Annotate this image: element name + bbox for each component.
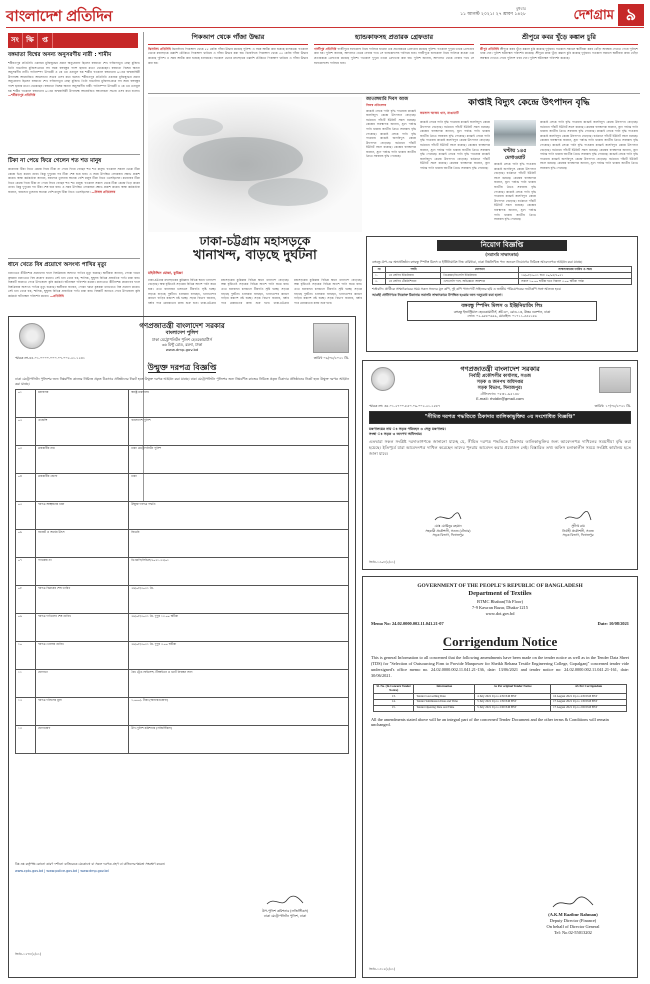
table-row: ২. ১ম শ্রেণির টেকনিশিয়ান এসএসসি পাস, অভিজ্ঞতা আবশ্যক সকাল ১০.০০ ঘটিকা হতে বিকাল ৫.০০ ঘটিকা পর্যন্ত xyxy=(373,279,632,285)
story-body: গাজীপুর প্রতিনিধি গাজীপুরে হ্যান্ডকাফ নিয়ে পালিয়ে যাওয়া এক প্রতারককে গ্রেফতার করেছে পুলিশ। গতকাল দুপুরে তাকে গ্রেফতার করা হয়। পুলিশ জানায়, আদালত থেকে ফেরার পথে সে হ্যান্ডকাফসহ পালিয়ে যায়। গাজীপুরে হ্যান্ডকাফ নিয়ে পালিয়ে যাওয়া এক প্রতারককে গ্রেফতার করেছে পুলিশ। গতকাল দুপুরে তাকে গ্রেফতার করা হয়। পুলিশ জানায়, আদালত থেকে ফেরার পথে সে হ্যান্ডকাফসহ পালিয়ে যায়। xyxy=(314,46,474,65)
table-header: নং xyxy=(373,267,386,273)
gov-title: GOVERNMENT OF THE PEOPLE'S REPUBLIC OF BANGLADESH xyxy=(417,583,583,589)
kicker-byline: নিজস্ব প্রতিবেদক xyxy=(366,102,387,107)
table-row: ১. ১ম শ্রেণির ইঞ্জিনিয়ার ডিপ্লোমা/বিএসসি ইঞ্জিনিয়ার ১৯/০৮/২০২১ হতে ২০/০৮/২০২১ xyxy=(373,273,632,279)
kaptai-story xyxy=(420,98,638,115)
top-strip xyxy=(148,33,638,91)
gov-title: গণপ্রজাতন্ত্রী বাংলাদেশ সরকার xyxy=(460,365,540,373)
section-title: দেশগ্রাম xyxy=(573,8,614,23)
dot-signature-block xyxy=(513,895,633,936)
rhd-header xyxy=(363,365,637,402)
banner-char: ক্ষি xyxy=(23,33,38,48)
brief-headline: টিকা না পেয়ে ফিরে গেলেন শত শত মানুষ xyxy=(8,158,102,164)
brief-news-banner xyxy=(8,33,138,48)
office-web: www.dmp.gov.bd xyxy=(165,347,199,353)
memo-number: স্মারক নং-৪৪.০১.০০০০.০০০.০৭.০০২.২১.১২৪১ xyxy=(15,355,86,360)
company-phone: ফোন: ০২-৯৮৮০৬৫৯, মোবাইল: ০১৭১১-৫৫২১৫৬ xyxy=(467,314,537,319)
rhd-title: "সীমিত দরপত্র পদ্ধতিতে ঠিকাদার তালিকাভুক্তির ৩য় সংশোধিত বিজ্ঞপ্তি" xyxy=(369,411,631,424)
table-header: Sl. No. (In Concern Tender Notice) xyxy=(374,684,414,694)
table-row: ১০ দরপত্র খোলার তারিখ ২৯/০৮/২০২১ খ্রি. দুপুর ২.০০ ঘটিকা xyxy=(16,642,349,670)
dmp-header xyxy=(9,321,355,353)
table-row: ০১ মন্ত্রণালয় স্বরাষ্ট্র মন্ত্রণালয় xyxy=(16,390,349,418)
memo-line xyxy=(363,404,637,409)
company-name: বঙ্গবন্ধু স্পিনিং মিলস ও ইঞ্জিনিয়ারিং লিঃ xyxy=(461,303,543,309)
dept-title: সড়ক ও জনপথ অধিদপ্তর xyxy=(476,379,524,385)
kicker-headline: জাতাঙ্গমারি দিবস আজ xyxy=(366,97,409,102)
textiles-corrigendum-notice xyxy=(362,576,638,978)
pullquote xyxy=(494,148,536,162)
story-headline: শ্রীপুরে কবর খুঁড়ে কঙ্কাল চুরি xyxy=(480,33,638,45)
corrigendum-title-wrap xyxy=(363,633,637,651)
office-title: BTMC Bhaban(7th Floor) xyxy=(476,599,524,605)
brief-headline: বঙ্গমাতা বিশ্বের অনন্য অনুসরণীয় নারী : শামীম xyxy=(8,52,112,58)
dot-header xyxy=(363,583,637,617)
signature-scribble-icon xyxy=(433,511,463,523)
memo-number: স্মারক নং: ৩৫.০১.২৭০০.৮৫০.০৯.০০২.২১-১৫৮৭ xyxy=(369,403,441,408)
banner-char: সং xyxy=(8,33,23,48)
police-emblem-icon xyxy=(19,323,45,349)
signatory-title: সহকারী প্রকৌশলী, সওজ (টেন্ডার) xyxy=(425,528,471,533)
divider xyxy=(8,258,140,259)
signatory-office: সড়ক বিভাগ, দিনাজপুর xyxy=(432,533,464,538)
table-row: ০৩ ক্রয়কারীর নাম ঢাকা মেট্রোপলিটন পুলিশ xyxy=(16,446,349,474)
company-address-box xyxy=(407,301,597,321)
signature-scribble-icon xyxy=(551,895,595,911)
table-header: Information xyxy=(414,684,475,694)
table-row: ০৮ দরপত্র বিক্রয়ের শেষ তারিখ ২৬/০৮/২০২১ খ্রি. xyxy=(16,586,349,614)
table-row: ০২ এজেন্সি বাংলাদেশ পুলিশ xyxy=(16,418,349,446)
story-body: ঝিনাইদহ প্রতিনিধি ঝিনাইদহে পিকআপ থেকে ৫৫ কেজি গাঁজা উদ্ধার করেছে পুলিশ। এ সময় আটক করা হয়েছে চালককে। গতকাল ভোরে মহাসড়কে তল্লাশি চৌকিতে পিকআপ থামিয়ে এ গাঁজা উদ্ধার করা হয়। ঝিনাইদহে পিকআপ থেকে ৫৫ কেজি গাঁজা উদ্ধার করেছে পুলিশ। এ সময় আটক করা হয়েছে চালককে। গতকাল ভোরে মহাসড়কে তল্লাশি চৌকিতে পিকআপ থামিয়ে এ গাঁজা উদ্ধার করা হয়। xyxy=(148,46,308,65)
mujib-logo-icon xyxy=(313,323,349,353)
table-row: ০৪ ক্রয়কারীর জেলা ঢাকা xyxy=(16,474,349,502)
pullquote-value: মেগাওয়াট xyxy=(504,154,526,161)
table-row: ০৬ বাজেট ও অর্থের উৎস জিওবি xyxy=(16,530,349,558)
gov-title: গণপ্রজাতন্ত্রী বাংলাদেশ সরকার xyxy=(139,321,225,330)
table-row: 15. Tender Opening Date and Time 5 July 2021 Up to 2:00 P.M BST 17 August 2021 Up to 2:00 P.M BST xyxy=(374,705,627,711)
kaptai-col3: কাপ্তাই লেকে পানি বৃদ্ধি পাওয়ায় কাপ্তাই জলবিদ্যুৎ কেন্দ্রে উৎপাদন বেড়েছে। বর্তমানে পাঁচটি ইউনিট সচল রয়েছে। কেন্দ্রের ব্যবস্থাপক জানান, হ্রদে পর্যাপ্ত পানি থাকায় জাতীয় গ্রিডে সরবরাহ বৃদ্ধি পেয়েছে। কাপ্তাই লেকে পানি বৃদ্ধি পাওয়ায় কাপ্তাই জলবিদ্যুৎ কেন্দ্রে উৎপাদন বেড়েছে। বর্তমানে পাঁচটি ইউনিট সচল রয়েছে। কেন্দ্রের ব্যবস্থাপক জানান, হ্রদে পর্যাপ্ত পানি থাকায় জাতীয় গ্রিডে সরবরাহ বৃদ্ধি পেয়েছে। কাপ্তাই লেকে পানি বৃদ্ধি পাওয়ায় কাপ্তাই জলবিদ্যুৎ কেন্দ্রে উৎপাদন বেড়েছে। বর্তমানে পাঁচটি ইউনিট সচল রয়েছে। কেন্দ্রের ব্যবস্থাপক জানান, হ্রদে পর্যাপ্ত পানি থাকায় জাতীয় গ্রিডে সরবরাহ বৃদ্ধি পেয়েছে। কাপ্তাই লেকে পানি বৃদ্ধি পাওয়ায় কাপ্তাই জলবিদ্যুৎ কেন্দ্রে উৎপাদন বেড়েছে। বর্তমানে পাঁচটি ইউনিট সচল রয়েছে। কেন্দ্রের ব্যবস্থাপক জানান, হ্রদে পর্যাপ্ত পানি থাকায় জাতীয় গ্রিডে সরবরাহ বৃদ্ধি পেয়েছে। xyxy=(540,120,638,170)
dept-title: বাংলাদেশ পুলিশ xyxy=(165,330,199,337)
table-row: ১৩ যোগাযোগ উপ-পুলিশ কমিশনার (লজিস্টিকস) xyxy=(16,726,349,754)
story-body: শ্রীপুর প্রতিনিধি শ্রীপুরে কবর খুঁড়ে কঙ্কাল চুরি করেছে দুর্বৃত্তরা। গতকাল সকালে স্থানীয়রা কবর খোঁড়া অবস্থায় দেখতে পেয়ে পুলিশে খবর দেন। পুলিশ ঘটনাস্থল পরিদর্শন করেছে। শ্রীপুরে কবর খুঁড়ে কঙ্কাল চুরি করেছে দুর্বৃত্তরা। গতকাল সকালে স্থানীয়রা কবর খোঁড়া অবস্থায় দেখতে পেয়ে পুলিশে খবর দেন। পুলিশ ঘটনাস্থল পরিদর্শন করেছে। xyxy=(480,46,638,60)
table-row: 13. Tender Last selling Date 4 July 2021 Up to 4:30 P.M BST 16 August 2021 Up to 4:30 P.M BST xyxy=(374,694,627,700)
puddle-road-photo xyxy=(148,97,362,232)
brief-body: করোনার টিকা নিতে কেন্দ্রে গিয়ে টিকা না পেয়ে ফিরে গেছেন শত শত মানুষ। গতকাল সকাল থেকে টিকা কেন্দ্রে ভিড় করেন তারা। কিন্তু দুপুরের পর টিকা শেষ হয়ে যায়। এ সময় উপস্থিত লোকজন ক্ষোভ প্রকাশ করেন। স্বাস্থ্য কর্মকর্তারা জানান, বরাদ্দের তুলনায় অনেক বেশি মানুষ টিকা নিতে এসেছিলেন। করোনার টিকা নিতে কেন্দ্রে গিয়ে টিকা না পেয়ে ফিরে গেছেন শত শত মানুষ। গতকাল সকাল থেকে টিকা কেন্দ্রে ভিড় করেন তারা। কিন্তু দুপুরের পর টিকা শেষ হয়ে যায়। এ সময় উপস্থিত লোকজন ক্ষোভ প্রকাশ করেন। স্বাস্থ্য কর্মকর্তারা জানান, বরাদ্দের তুলনায় অনেক বেশি মানুষ টিকা নিতে এসেছিলেন। —নিজস্ব প্রতিবেদক xyxy=(8,167,140,194)
tender-table xyxy=(15,389,349,754)
recruitment-table xyxy=(372,266,632,284)
ad-code: জিডি-১২৭৮(২/২১) xyxy=(15,952,42,956)
table-row: ১২ দরপত্র দলিলের মূল্য ১,০০০/- টাকা (অফেরতযোগ্য) xyxy=(16,698,349,726)
brief-body: শরীয়তপুর প্রতিনিধি একাত্তর মুক্তিযুদ্ধের প্রধান অনুপ্রেরণা ছিলেন বঙ্গমাতা শেখ ফজিলাতুন নেছা মুজিব। তিনি বাঙালির মুক্তিসংগ্রামে সব সময় বঙ্গবন্ধুর পাশে ছায়ার মতো থেকেছেন। বঙ্গমাতা বিশ্বের অনন্য অনুসরণীয় নারী। পানিসম্পদ উপমন্ত্রী এ কে এম এনামুল হক শামীম গতকাল বঙ্গমাতার ৯১তম জন্মবার্ষিকী উপলক্ষে আয়োজিত আলোচনা সভায় এসব কথা বলেন। শরীয়তপুর প্রতিনিধি একাত্তর মুক্তিযুদ্ধের প্রধান অনুপ্রেরণা ছিলেন বঙ্গমাতা শেখ ফজিলাতুন নেছা মুজিব। তিনি বাঙালির মুক্তিসংগ্রামে সব সময় বঙ্গবন্ধুর পাশে ছায়ার মতো থেকেছেন। বঙ্গমাতা বিশ্বের অনন্য অনুসরণীয় নারী। পানিসম্পদ উপমন্ত্রী এ কে এম এনামুল হক শামীম গতকাল বঙ্গমাতার ৯১তম জন্মবার্ষিকী উপলক্ষে আয়োজিত আলোচনা সভায় এসব কথা বলেন। —শরীয়তপুর প্রতিনিধি xyxy=(8,61,140,98)
memo-line xyxy=(9,356,355,361)
dept-title: Department of Textiles xyxy=(468,590,532,598)
kicker-box xyxy=(366,97,416,209)
banner-char: প্ত xyxy=(38,33,53,48)
table-row: ০৫ দরপত্র আহ্বানের ধরন উন্মুক্ত দরপত্র পদ্ধতি xyxy=(16,502,349,530)
story-headline: হ্যান্ডকাফসহ প্রতারক গ্রেফতার xyxy=(314,33,474,45)
memo-date: তারিখ ০৯/০৮/২০২১ খ্রি. xyxy=(313,355,349,360)
corrigendum-body: This is general Information to all concerned that the following amendments have been made on the tender notice as well as in the Tender Data Sheet (TDS) for "Selection of Outsourcing Firm to Provide Manpower for Sheikh Rehana Textile Engineering College, Gopalganj" concerned tender vide undersigned's office memo no. 24.02.0000.002.11.041.21-136, date: 13/06/2021 and tender notice no: 24.02.0000.002.11.041.21-161, date: 30/06/2021. xyxy=(371,655,629,678)
tender-title-wrap xyxy=(9,363,355,374)
memo-number: Memo No: 24.02.0000.002.11.041.21-07 xyxy=(371,620,444,626)
office-address: ৩৬ মিন্টু রোড, রমনা, ঢাকা xyxy=(161,342,203,348)
signatory-tel: Tel: No.02-55013202 xyxy=(554,930,592,936)
office-web: www.dot.gov.bd xyxy=(485,610,515,616)
signature-title: উপ-পুলিশ কমিশনার (লজিস্টিকস) xyxy=(261,909,309,914)
mujib-logo-icon xyxy=(599,367,631,393)
table-row: 14. Tender Submission Date and Time 5 July 2021 Up to 1:30 P.M BST 17 August 2021 Up to 1:30 P.M BST xyxy=(374,699,627,705)
corrigendum-table xyxy=(373,684,627,712)
table-row: ১১ যোগ্যতা বৈধ ট্রেড লাইসেন্স, টিআইএন ও ভ্যাট নিবন্ধন সনদ xyxy=(16,670,349,698)
signatory-name: (A.K.M Razibur Rahman) xyxy=(548,912,598,918)
lead-byline: মহিউদ্দিন মোল্লা, কুমিল্লা xyxy=(148,271,183,275)
story-handcuff xyxy=(314,33,474,87)
division-title: সড়ক বিভাগ, দিনাজপুর। xyxy=(477,385,523,391)
kaptai-photo xyxy=(494,120,536,146)
tender-urls: www.cptu.gov.bd | www.police.gov.bd | www.dmp.gov.bd xyxy=(15,868,109,873)
kaptai-headline: কাপ্তাই বিদ্যুৎ কেন্দ্রে উৎপাদন বৃদ্ধি xyxy=(468,98,590,108)
signatory-name: সুদীপ্ত রায় xyxy=(571,524,585,529)
story-headline: পিকআপ থেকে গাঁজা উদ্ধার xyxy=(148,33,308,45)
tender-footer xyxy=(15,862,351,956)
corrigendum-closing: All the amendments stated above will be an integral part of the concerned Tender Document and the other terms & Conditions will remain unchanged. xyxy=(371,716,609,728)
brief-headline: ধানে খেতে বিষ প্রয়োগে অসংখ্য পাখির মৃত্যু xyxy=(8,262,107,268)
signature-scribble-icon xyxy=(265,894,305,908)
tender-footnote: বিঃ দ্রঃ কর্তৃপক্ষ কোনো কারণ দর্শানো ব্যতিরেকে যেকোনো বা সকল দরপত্র গ্রহণ বা বাতিলের ক্ষমতা সংরক্ষণ করেন। xyxy=(15,862,166,866)
recruitment-intro: বঙ্গবন্ধু গ্রুপ-এর অঙ্গপ্রতিষ্ঠান বঙ্গবন্ধু স্পিনিং মিলস ও ইঞ্জিনিয়ারিং লিঃ বারিধারা, ঢাকা নিম্নলিখিত পদে জনবল নিয়োগের নিমিত্তে আবেদনপত্র আহ্বান করা যাচ্ছে। xyxy=(372,259,583,264)
lead-text: ঢাকা-চট্টগ্রাম মহাসড়কের কুমিল্লার বিভিন্ন স্থানে খানাখন্দ বেড়েছে। অল্প বৃষ্টিতেই সড়কের বিভিন্ন অংশে পানি জমে যায়। এতে যানবাহন চলাচলে ধীরগতি সৃষ্টি হচ্ছে। সড়কে বাড়ছে দুর্ঘটনা। চালকরা বলছেন, খানাখন্দের কারণে গাড়ির যন্ত্রাংশ নষ্ট হচ্ছে। সড়ক বিভাগ জানায়, বর্ষার পরে মেরামতের কাজ শুরু হবে। ঢাকা-চট্টগ্রাম মহাসড়কের কুমিল্লার বিভিন্ন স্থানে খানাখন্দ বেড়েছে। অল্প বৃষ্টিতেই সড়কের বিভিন্ন অংশে পানি জমে যায়। এতে যানবাহন চলাচলে ধীরগতি সৃষ্টি হচ্ছে। সড়কে বাড়ছে দুর্ঘটনা। চালকরা বলছেন, খানাখন্দের কারণে গাড়ির যন্ত্রাংশ নষ্ট হচ্ছে। সড়ক বিভাগ জানায়, বর্ষার পরে মেরামতের কাজ শুরু হবে। ঢাকা-চট্টগ্রাম মহাসড়কের কুমিল্লার বিভিন্ন স্থানে খানাখন্দ বেড়েছে। অল্প বৃষ্টিতেই সড়কের বিভিন্ন অংশে পানি জমে যায়। এতে যানবাহন চলাচলে ধীরগতি সৃষ্টি হচ্ছে। সড়কে বাড়ছে দুর্ঘটনা। চালকরা বলছেন, খানাখন্দের কারণে গাড়ির যন্ত্রাংশ নষ্ট হচ্ছে। সড়ক বিভাগ জানায়, বর্ষার পরে মেরামতের কাজ শুরু হবে। xyxy=(148,277,362,305)
tender-intro: ঢাকা মেট্রোপলিটন পুলিশের জন্য নিম্নবর্ণিত কাজের নিমিত্তে প্রকৃত ঠিকাদার প্রতিষ্ঠানের নিকট হতে উন্মুক্ত দরপত্র আহ্বান করা যাচ্ছে। ঢাকা মেট্রোপলিটন পুলিশের জন্য নিম্নবর্ণিত কাজের নিমিত্তে প্রকৃত ঠিকাদার প্রতিষ্ঠানের নিকট হতে উন্মুক্ত দরপত্র আহ্বান করা যাচ্ছে। xyxy=(15,376,349,386)
story-skeleton xyxy=(480,33,638,87)
lead-headline-line1: ঢাকা-চট্টগ্রাম মহাসড়কে xyxy=(199,234,311,248)
signatory-behalf: On behalf of Director General xyxy=(546,924,600,930)
kaptai-col2: কাপ্তাই লেকে পানি বৃদ্ধি পাওয়ায় কাপ্তাই জলবিদ্যুৎ কেন্দ্রে উৎপাদন বেড়েছে। বর্তমানে পাঁচটি ইউনিট সচল রয়েছে। কেন্দ্রের ব্যবস্থাপক জানান, হ্রদে পর্যাপ্ত পানি থাকায় জাতীয় গ্রিডে সরবরাহ বৃদ্ধি পেয়েছে। কাপ্তাই লেকে পানি বৃদ্ধি পাওয়ায় কাপ্তাই জলবিদ্যুৎ কেন্দ্রে উৎপাদন বেড়েছে। বর্তমানে পাঁচটি ইউনিট সচল রয়েছে। কেন্দ্রের ব্যবস্থাপক জানান, হ্রদে পর্যাপ্ত পানি থাকায় জাতীয় গ্রিডে সরবরাহ বৃদ্ধি পেয়েছে। xyxy=(494,162,536,222)
kaptai-col1: কাপ্তাই লেকে পানি বৃদ্ধি পাওয়ায় কাপ্তাই জলবিদ্যুৎ কেন্দ্রে উৎপাদন বেড়েছে। বর্তমানে পাঁচটি ইউনিট সচল রয়েছে। কেন্দ্রের ব্যবস্থাপক জানান, হ্রদে পর্যাপ্ত পানি থাকায় জাতীয় গ্রিডে সরবরাহ বৃদ্ধি পেয়েছে। কাপ্তাই লেকে পানি বৃদ্ধি পাওয়ায় কাপ্তাই জলবিদ্যুৎ কেন্দ্রে উৎপাদন বেড়েছে। বর্তমানে পাঁচটি ইউনিট সচল রয়েছে। কেন্দ্রের ব্যবস্থাপক জানান, হ্রদে পর্যাপ্ত পানি থাকায় জাতীয় গ্রিডে সরবরাহ বৃদ্ধি পেয়েছে। কাপ্তাই লেকে পানি বৃদ্ধি পাওয়ায় কাপ্তাই জলবিদ্যুৎ কেন্দ্রে উৎপাদন বেড়েছে। বর্তমানে পাঁচটি ইউনিট সচল রয়েছে। কেন্দ্রের ব্যবস্থাপক জানান, হ্রদে পর্যাপ্ত পানি থাকায় জাতীয় গ্রিডে সরবরাহ বৃদ্ধি পেয়েছে। xyxy=(420,120,490,170)
recruitment-note: আগ্রহী প্রার্থীগণকে নিম্নোক্ত ঠিকানায় সরাসরি সাক্ষাৎকারে উপস্থিত হওয়ার জন্য অনুরোধ করা হলো। xyxy=(372,293,503,298)
signatory-name: মোঃ মোমিনুর রহমান xyxy=(434,524,462,529)
memo-date: Date: 10/08/2021 xyxy=(597,620,629,626)
table-header: AS Per Corrigendum xyxy=(551,684,627,694)
rhd-notice xyxy=(362,360,638,570)
weekday: বুধবার xyxy=(515,6,526,11)
table-header: পদবি xyxy=(386,267,441,273)
recruitment-notice xyxy=(366,236,638,352)
signatory-title: Deputy Director (Finance) xyxy=(549,918,597,924)
brief-body: ধানখেতে কীটনাশক প্রয়োগের ফলে বিষক্রিয়ায় অসংখ্য পাখির মৃত্যু হয়েছে। স্থানীয়রা জানান, পোকা দমনে কৃষকরা ধানখেতে বিষ প্রয়োগ করেন। সেই ধান খেয়ে বক, শালিক, ঘুঘুসহ বিভিন্ন প্রজাতির পাখি মারা যায়। বিষয়টি জানতে পেরে উপজেলা কৃষি কর্মকর্তা ঘটনাস্থল পরিদর্শন করেন। ধানখেতে কীটনাশক প্রয়োগের ফলে বিষক্রিয়ায় অসংখ্য পাখির মৃত্যু হয়েছে। স্থানীয়রা জানান, পোকা দমনে কৃষকরা ধানখেতে বিষ প্রয়োগ করেন। সেই ধান খেয়ে বক, শালিক, ঘুঘুসহ বিভিন্ন প্রজাতির পাখি মারা যায়। বিষয়টি জানতে পেরে উপজেলা কৃষি কর্মকর্তা ঘটনাস্থল পরিদর্শন করেন। —প্রতিনিধি xyxy=(8,271,140,298)
masthead xyxy=(6,4,644,28)
table-header: সাক্ষাৎকারের তারিখ ও সময় xyxy=(519,267,632,273)
table-header: যোগ্যতা xyxy=(441,267,519,273)
office-title: ঢাকা মেট্রোপলিটন পুলিশ হেডকোয়ার্টার্স xyxy=(152,337,212,343)
signature-scribble-icon xyxy=(563,511,593,523)
dateline: ১১ আগস্ট ২০২১। ২৭ শ্রাবণ ১৪২৮ xyxy=(460,12,526,17)
divider xyxy=(8,154,140,155)
rhd-body: এতদ্বারা সকল সংশ্লিষ্ট দরদাতাগণকে জানানো যাচ্ছে যে, সীমিত দরপত্র পদ্ধতিতে ঠিকাদার তালিকাভুক্তির জন্য আবেদনপত্র দাখিলের সময়সীমা বৃদ্ধি করা হয়েছে। ইতিপূর্বে যারা আবেদনপত্র দাখিল করেছেন তাদের পুনরায় আবেদন করার প্রয়োজন নেই। বিস্তারিত তথ্য অফিস চলাকালীন সময়ে সংশ্লিষ্ট কার্যালয় হতে জানা যাবে। xyxy=(369,438,631,456)
lead-headline-line2: খানাখন্দ, বাড়ছে দুর্ঘটনা xyxy=(193,248,317,263)
company-address: বঙ্গবন্ধু ইন্ডাস্ট্রিয়াল হেডকোয়ার্টার্স, প্লট-৩০, রোড-১৩, উত্তর গুলশান, ঢাকা xyxy=(453,309,551,314)
memo-date: তারিখ: ১০/০৮/২০২১ খ্রি. xyxy=(594,403,631,408)
divider xyxy=(148,93,640,94)
memo-line xyxy=(363,621,637,627)
dmp-signature-block xyxy=(225,894,345,919)
newspaper-logo: বাংলাদেশ প্রতিদিন xyxy=(6,7,113,25)
office-title: নির্বাহী প্রকৌশলীর কার্যালয়, সওজ xyxy=(469,373,531,379)
kicker-body: কাপ্তাই লেকে পানি বৃদ্ধি পাওয়ায় কাপ্তাই জলবিদ্যুৎ কেন্দ্রে উৎপাদন বেড়েছে। বর্তমানে পাঁচটি ইউনিট সচল রয়েছে। কেন্দ্রের ব্যবস্থাপক জানান, হ্রদে পর্যাপ্ত পানি থাকায় জাতীয় গ্রিডে সরবরাহ বৃদ্ধি পেয়েছে। কাপ্তাই লেকে পানি বৃদ্ধি পাওয়ায় কাপ্তাই জলবিদ্যুৎ কেন্দ্রে উৎপাদন বেড়েছে। বর্তমানে পাঁচটি ইউনিট সচল রয়েছে। কেন্দ্রের ব্যবস্থাপক জানান, হ্রদে পর্যাপ্ত পানি থাকায় জাতীয় গ্রিডে সরবরাহ বৃদ্ধি পেয়েছে। xyxy=(366,108,416,159)
table-row: ০৯ দরপত্র দাখিলের শেষ তারিখ ২৯/০৮/২০২১ খ্রি. দুপুর ১২.০০ ঘটিকা xyxy=(16,614,349,642)
kaptai-byline: ফয়সাল আজম খান, রাঙামাটি xyxy=(420,111,459,115)
recruitment-subtitle: (সরাসরি সাক্ষাৎকার) xyxy=(485,252,519,258)
brief-news-column xyxy=(8,52,140,359)
govt-emblem-icon xyxy=(371,367,395,391)
ad-code: জিডি-১৩০৮(২/২১) xyxy=(369,560,396,564)
office-phone: টেলিফোন: ০৫৩১-৬৫১৪৮ xyxy=(480,391,520,396)
signatory-title: নির্বাহী প্রকৌশলী, সওজ xyxy=(562,528,594,533)
pullquote-label: ঘণ্টায় ১৪৫ xyxy=(503,148,527,154)
recruitment-title: নিয়োগ বিজ্ঞপ্তি xyxy=(437,240,567,251)
recruitment-conditions: শর্তাবলি: প্রার্থীকে সাক্ষাৎকারের সময় সকল সনদের মূল কপি, দুই কপি পাসপোর্ট সাইজের ছবি ও জাতীয় পরিচয়পত্রের ফটোকপি সঙ্গে আনতে হবে। xyxy=(372,286,562,291)
rhd-dept: সংস্থা ঃ সড়ক ও জনপথ অধিদপ্তর। xyxy=(369,432,423,437)
rhd-signature-1 xyxy=(403,511,493,538)
tender-title: উন্মুক্ত দরপত্র বিজ্ঞপ্তি xyxy=(147,363,217,373)
lead-photo xyxy=(148,97,362,232)
table-header: As Per original Tender Notice xyxy=(475,684,551,694)
rhd-signature-2 xyxy=(533,511,623,538)
signatory-office: সড়ক বিভাগ, দিনাজপুর xyxy=(562,533,594,538)
table-row: ০৭ প্যাকেজ নং ডিএমপি/সিভিল/২০২১-২২/০১ xyxy=(16,558,349,586)
story-ganja xyxy=(148,33,308,87)
office-address: 7-9 Kawran Bazar, Dhaka-1215 xyxy=(472,605,528,610)
corrigendum-title: Corrigendum Notice xyxy=(442,633,558,649)
lead-headline-block xyxy=(148,234,362,264)
ad-code: জিডি-১৩১২(২/২১) xyxy=(369,967,396,971)
signature-office: ঢাকা মেট্রোপলিটন পুলিশ, ঢাকা xyxy=(263,913,307,918)
rhd-ministry: মন্ত্রণালয়ের নাম ঃ সড়ক পরিবহন ও সেতু মন্ত্রণালয়। xyxy=(369,427,446,432)
page-number: ৯ xyxy=(618,4,644,26)
office-email: E-mail: rhddin@gmail.com xyxy=(476,396,524,401)
dmp-tender-notice xyxy=(8,316,356,978)
